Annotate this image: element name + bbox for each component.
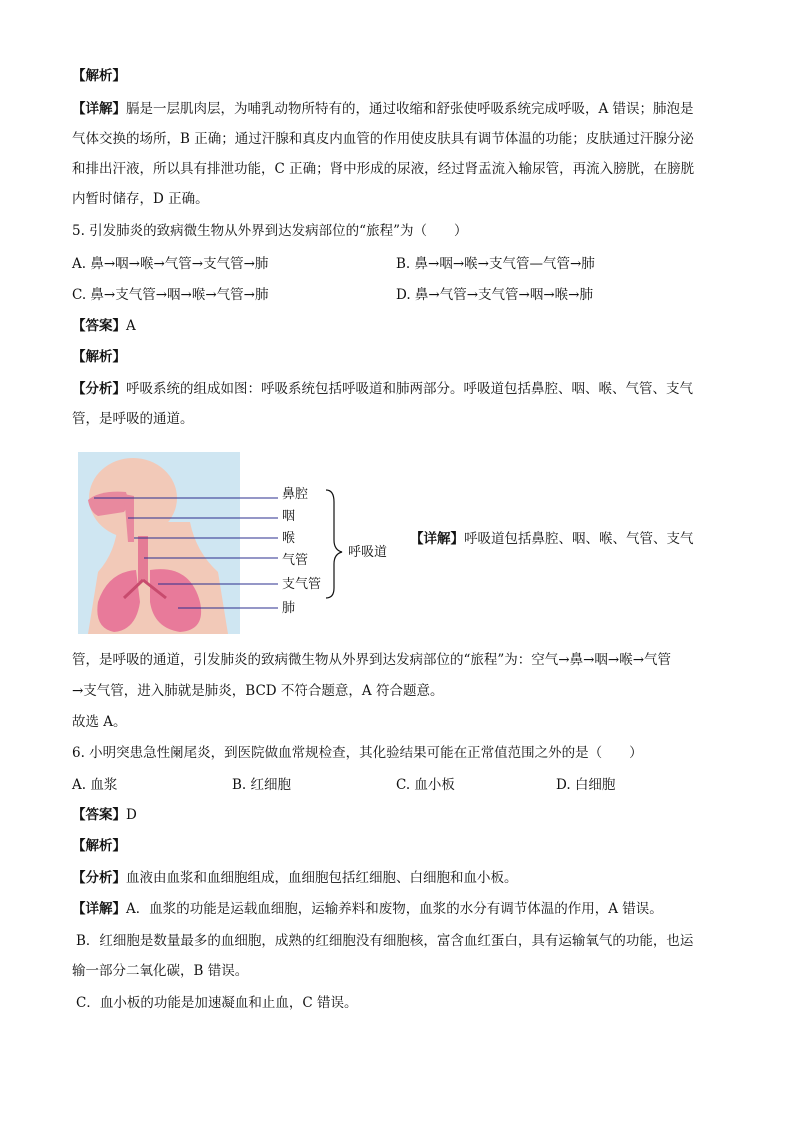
q5-analysis-line-1 xyxy=(72,379,693,399)
detail-tag: 【详解】 xyxy=(72,101,126,117)
q5-option-d: D. 鼻→气管→支气管→咽→喉→肺 xyxy=(396,287,593,303)
q5-detail-line-2: 管，是呼吸的通道，引发肺炎的致病微生物从外界到达发病部位的“旅程”为：空气→鼻→咽→喉→气管 xyxy=(72,652,672,668)
detail-tag: 【详解】 xyxy=(410,531,464,547)
figure-label-trachea: 气管 xyxy=(282,553,309,568)
figure-label-larynx: 喉 xyxy=(282,531,296,546)
detail-line-1 xyxy=(72,99,694,119)
q6-detail-c: C．血小板的功能是加速凝血和止血，C 错误。 xyxy=(76,995,358,1011)
q6-analysis-heading: 【解析】 xyxy=(72,838,126,854)
answer-value: A xyxy=(126,318,136,334)
detail-text: 呼吸道包括鼻腔、咽、喉、气管、支气 xyxy=(464,531,694,547)
q5-detail-line-3: →支气管，进入肺就是肺炎，BCD 不符合题意，A 符合题意。 xyxy=(72,683,444,699)
figure-label-pharynx: 咽 xyxy=(282,509,296,524)
analysis-heading: 【解析】 xyxy=(72,68,126,84)
answer-tag: 【答案】 xyxy=(72,807,126,823)
respiratory-system-figure xyxy=(78,452,368,634)
analysis-tag: 【分析】 xyxy=(72,381,126,397)
detail-line-4: 内暂时储存，D 正确。 xyxy=(72,191,209,207)
grouping-brace xyxy=(326,490,342,598)
q6-option-b: B. 红细胞 xyxy=(232,777,292,793)
figure-label-bronchi: 支气管 xyxy=(282,577,322,592)
q6-analysis xyxy=(72,868,518,888)
question-6-stem: 6. 小明突患急性阑尾炎，到医院做血常规检查，其化验结果可能在正常值范围之外的是（ ） xyxy=(72,745,643,761)
answer-value: D xyxy=(126,807,137,823)
q5-analysis-line-2: 管，是呼吸的通道。 xyxy=(72,411,194,427)
analysis-text: 呼吸系统的组成如图：呼吸系统包括呼吸道和肺两部分。呼吸道包括鼻腔、咽、喉、气管、支气 xyxy=(126,381,693,397)
q6-option-a: A. 血浆 xyxy=(72,777,118,793)
figure-group-label: 呼吸道 xyxy=(348,545,388,560)
figure-label-nasal: 鼻腔 xyxy=(282,487,309,502)
question-5-stem: 5. 引发肺炎的致病微生物从外界到达发病部位的“旅程”为（ ） xyxy=(72,223,468,239)
detail-text: 膈是一层肌肉层，为哺乳动物所特有的，通过收缩和舒张使呼吸系统完成呼吸，A 错误；肺泡是 xyxy=(126,101,694,117)
q5-detail-line-1 xyxy=(410,529,694,549)
answer-tag: 【答案】 xyxy=(72,318,126,334)
q5-answer xyxy=(72,316,136,336)
q6-option-d: D. 白细胞 xyxy=(556,777,616,793)
figure-label-lung: 肺 xyxy=(282,601,296,616)
analysis-text: 血液由血浆和血细胞组成，血细胞包括红细胞、白细胞和血小板。 xyxy=(126,870,518,886)
q5-option-c: C. 鼻→支气管→咽→喉→气管→肺 xyxy=(72,287,269,303)
detail-tag: 【详解】 xyxy=(72,901,126,917)
q5-option-a: A. 鼻→咽→喉→气管→支气管→肺 xyxy=(72,256,269,272)
detail-line-2: 气体交换的场所，B 正确；通过汗腺和真皮内血管的作用使皮肤具有调节体温的功能；皮肤通过汗腺分泌 xyxy=(72,131,694,147)
q6-detail-a xyxy=(72,899,663,919)
q6-answer xyxy=(72,805,137,825)
q6-detail-b-line-2: 输一部分二氧化碳，B 错误。 xyxy=(72,963,249,979)
analysis-tag: 【分析】 xyxy=(72,870,126,886)
q5-option-b: B. 鼻→咽→喉→支气管—气管→肺 xyxy=(396,256,595,272)
q6-detail-b-line-1: B．红细胞是数量最多的血细胞，成熟的红细胞没有细胞核，富含血红蛋白，具有运输氧气的功能，也运 xyxy=(76,933,694,949)
detail-text: A．血浆的功能是运载血细胞，运输养料和废物，血浆的水分有调节体温的作用，A 错误。 xyxy=(126,901,663,917)
q5-conclusion: 故选 A。 xyxy=(72,714,127,730)
detail-line-3: 和排出汗液，所以具有排泄功能，C 正确；肾中形成的尿液，经过肾盂流入输尿管，再流入膀胱，在膀胱 xyxy=(72,161,695,177)
q6-option-c: C. 血小板 xyxy=(396,777,455,793)
trachea-illustration xyxy=(138,536,148,582)
q5-analysis-heading: 【解析】 xyxy=(72,349,126,365)
